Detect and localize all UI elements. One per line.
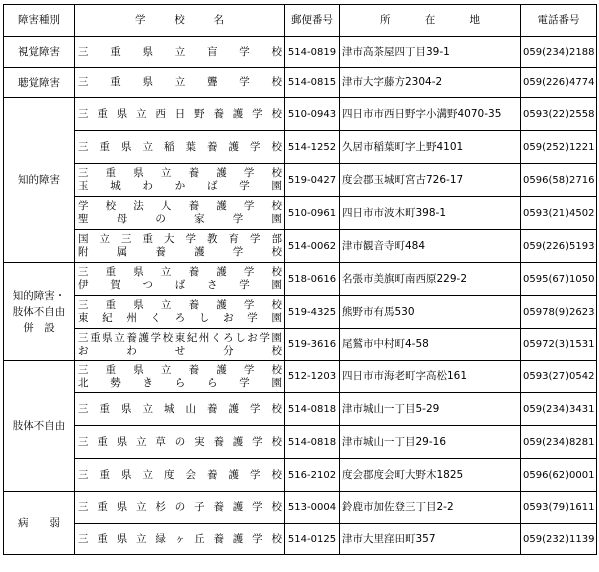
table-row (4, 296, 597, 329)
school-name-cell (75, 68, 285, 98)
school-name-line: 三重県立養護学校 (78, 266, 282, 278)
phone-cell: 059(226)5193 (521, 230, 597, 263)
school-name-line: 北勢きらら学園 (78, 376, 282, 389)
school-name-cell (75, 459, 285, 492)
school-name-cell (75, 98, 285, 131)
table-row (4, 131, 597, 164)
postal-cell: 519-4325 (285, 296, 340, 329)
school-name-line: 三重県立西日野養護学校 (78, 107, 282, 120)
school-name-line: 三重県立城山養護学校 (78, 402, 282, 415)
table-row (4, 164, 597, 197)
address-cell: 津市城山一丁目29-16 (340, 426, 521, 459)
phone-cell: 05972(3)1531 (521, 329, 597, 361)
category-line: 併 設 (23, 321, 55, 334)
postal-cell: 514-0125 (285, 524, 340, 555)
postal-cell: 513-0004 (285, 492, 340, 524)
school-name-cell (75, 361, 285, 393)
postal-cell: 510-0943 (285, 98, 340, 131)
table-row (4, 524, 597, 555)
table-row (4, 492, 597, 524)
school-name-cell (75, 197, 285, 230)
postal-cell: 519-0427 (285, 164, 340, 197)
address-cell: 津市観音寺町484 (340, 230, 521, 263)
postal-cell: 519-3616 (285, 329, 340, 361)
phone-cell: 059(234)2188 (521, 37, 597, 68)
school-name-line: 三重県立養護学校 (78, 363, 282, 376)
category-illness: 病 弱 (4, 492, 75, 555)
school-name-line: 三重県立緑ヶ丘養護学校 (78, 532, 282, 545)
school-name-cell (75, 329, 285, 361)
school-name-cell (75, 230, 285, 263)
phone-cell: 059(252)1221 (521, 131, 597, 164)
table-row (4, 459, 597, 492)
address-cell: 四日市市波木町398-1 (340, 197, 521, 230)
table-row (4, 197, 597, 230)
school-name-line: 国立三重大学教育学部 (78, 233, 282, 245)
table-row (4, 329, 597, 361)
address-cell: 熊野市有馬530 (340, 296, 521, 329)
address-cell: 鈴鹿市加佐登三丁目2-2 (340, 492, 521, 524)
category-combined (4, 263, 75, 361)
school-name-line: 三重県立杉の子養護学校 (78, 501, 282, 513)
phone-cell: 0593(27)0542 (521, 361, 597, 393)
address-cell: 四日市市西日野字小溝野4070-35 (340, 98, 521, 131)
school-name-line: 三重県立養護学校 (78, 167, 282, 179)
table-row (4, 230, 597, 263)
phone-cell: 0596(58)2716 (521, 164, 597, 197)
category-visual: 視覚障害 (4, 37, 75, 68)
school-name-cell (75, 393, 285, 426)
header-category: 障害種別 (4, 5, 75, 37)
school-name-cell (75, 524, 285, 555)
category-hearing: 聴覚障害 (4, 68, 75, 98)
address-cell: 尾鷲市中村町4-58 (340, 329, 521, 361)
address-cell: 久居市稲葉町字上野4101 (340, 131, 521, 164)
postal-cell: 514-0815 (285, 68, 340, 98)
postal-cell: 514-0818 (285, 426, 340, 459)
school-name-line: 三重県立養護学校東紀州くろしお学園 (78, 331, 282, 344)
phone-cell: 0593(22)2558 (521, 98, 597, 131)
table-row (4, 263, 597, 296)
school-name-cell (75, 426, 285, 459)
address-cell: 津市大里窪田町357 (340, 524, 521, 555)
school-name-line: 三重県立聾学校 (78, 76, 282, 88)
header-row (4, 5, 597, 37)
address-cell: 津市高茶屋四丁目39-1 (340, 37, 521, 68)
school-name-cell (75, 131, 285, 164)
postal-cell: 514-0818 (285, 393, 340, 426)
school-name-line: 三重県立度会養護学校 (78, 468, 282, 481)
postal-cell: 514-1252 (285, 131, 340, 164)
header-school-name: 学校名 (75, 5, 285, 37)
table-row (4, 98, 597, 131)
category-physical: 肢体不自由 (4, 361, 75, 492)
school-name-cell (75, 296, 285, 329)
school-name-cell (75, 37, 285, 68)
postal-cell: 518-0616 (285, 263, 340, 296)
phone-cell: 059(226)4774 (521, 68, 597, 98)
table-row (4, 393, 597, 426)
table-row (4, 426, 597, 459)
school-name-line: 三重県立盲学校 (78, 45, 282, 58)
category-line: 知的障害・ (12, 289, 66, 302)
school-name-cell (75, 492, 285, 524)
school-name-line: 学校法人養護学校 (78, 200, 282, 212)
address-cell: 四日市市海老町字高松161 (340, 361, 521, 393)
phone-cell: 0595(67)1050 (521, 263, 597, 296)
header-phone: 電話番号 (521, 5, 597, 37)
phone-cell: 0596(62)0001 (521, 459, 597, 492)
address-cell: 度会郡度会町大野木1825 (340, 459, 521, 492)
postal-cell: 514-0062 (285, 230, 340, 263)
postal-cell: 510-0961 (285, 197, 340, 230)
school-name-line: 三重県立稲葉養護学校 (78, 140, 282, 153)
table-row (4, 361, 597, 393)
school-name-line: おわせ分校 (78, 344, 282, 357)
school-name-line: 附属養護学校 (78, 246, 282, 258)
header-postal: 郵便番号 (285, 5, 340, 37)
address-cell: 津市大字藤方2304-2 (340, 68, 521, 98)
phone-cell: 0593(21)4502 (521, 197, 597, 230)
school-name-cell (75, 164, 285, 197)
school-name-line: 三重県立草の実養護学校 (78, 435, 282, 448)
postal-cell: 514-0819 (285, 37, 340, 68)
phone-cell: 059(232)1139 (521, 524, 597, 555)
postal-cell: 516-2102 (285, 459, 340, 492)
phone-cell: 05978(9)2623 (521, 296, 597, 329)
school-name-line: 伊賀つばさ学園 (78, 279, 282, 291)
school-name-line: 東紀州くろしお学園 (78, 312, 282, 324)
category-line: 肢体不自由 (12, 305, 66, 318)
phone-cell: 0593(79)1611 (521, 492, 597, 524)
address-cell: 度会郡玉城町宮古726-17 (340, 164, 521, 197)
school-name-line: 三重県立養護学校 (78, 299, 282, 311)
phone-cell: 059(234)8281 (521, 426, 597, 459)
phone-cell: 059(234)3431 (521, 393, 597, 426)
postal-cell: 512-1203 (285, 361, 340, 393)
table-row (4, 68, 597, 98)
header-address: 所在地 (340, 5, 521, 37)
category-intellectual: 知的障害 (4, 98, 75, 263)
school-name-cell (75, 263, 285, 296)
school-table (3, 4, 597, 555)
address-cell: 津市城山一丁目5-29 (340, 393, 521, 426)
school-name-line: 玉城わかば学園 (78, 180, 282, 192)
school-name-line: 聖母の家学園 (78, 213, 282, 225)
address-cell: 名張市美旗町南西原229-2 (340, 263, 521, 296)
table-row (4, 37, 597, 68)
